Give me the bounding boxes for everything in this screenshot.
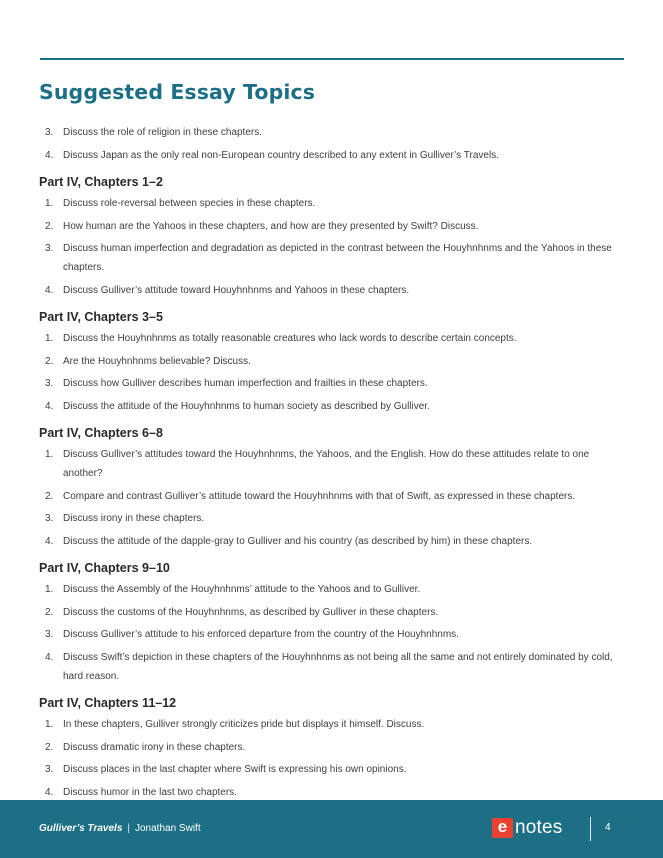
footer-author: Jonathan Swift: [135, 823, 201, 834]
item-number-cell: [39, 217, 63, 236]
footer-divider: [590, 817, 591, 841]
item-number-cell: [39, 445, 63, 483]
list-item: [39, 350, 629, 373]
item-text: Discuss the customs of the Houyhnhnms, as described by Gulliver in these chapters.: [63, 606, 439, 618]
item-number-cell: [39, 603, 63, 622]
list-item: [39, 121, 629, 144]
item-number: 3.: [45, 127, 54, 138]
item-text: Discuss places in the last chapter where Swift is expressing his own opinions.: [63, 764, 407, 775]
section-heading: Part IV, Chapters 11–12: [39, 696, 177, 710]
item-text: In these chapters, Gulliver strongly criticizes pride but displays it himself. Discuss.: [63, 719, 425, 730]
enotes-logo-word: notes: [515, 817, 563, 838]
footer-citation: [39, 823, 201, 834]
item-text: Compare and contrast Gulliver’s attitude toward the Houyhnhnms with that of Swift, as expressed in these chapters.: [63, 490, 576, 502]
item-number: 3.: [45, 243, 54, 254]
topic-list: [39, 327, 629, 417]
item-text: Discuss dramatic irony in these chapters.: [63, 741, 246, 753]
item-text: Discuss Gulliver’s attitude to his enforced departure from the country of the Houyhnhnms.: [63, 629, 459, 640]
item-number-cell: [39, 715, 63, 734]
item-number: 4.: [45, 786, 54, 798]
topic-list: [39, 713, 629, 803]
list-item: [39, 507, 629, 530]
list-item: [39, 601, 629, 624]
item-number-cell: [39, 580, 63, 599]
list-item: [39, 530, 629, 553]
item-number: 4.: [45, 535, 54, 547]
section-heading: Part IV, Chapters 3–5: [39, 310, 163, 324]
footer-book-title: Gulliver’s Travels: [39, 823, 123, 834]
item-number-cell: [39, 146, 63, 165]
item-text: Discuss the Assembly of the Houyhnhnms’ attitude to the Yahoos and to Gulliver.: [63, 584, 421, 595]
enotes-logo[interactable]: [492, 815, 562, 841]
item-number-cell: [39, 625, 63, 644]
item-text: Discuss role-reversal between species in these chapters.: [63, 198, 316, 209]
item-text: Discuss the Houyhnhnms as totally reasonable creatures who lack words to describe certain concepts.: [63, 333, 517, 344]
list-item: [39, 327, 629, 350]
item-number-cell: [39, 783, 63, 802]
item-number: 2.: [45, 741, 54, 753]
item-number-cell: [39, 397, 63, 416]
topic-section: [39, 307, 629, 417]
item-text: Discuss human imperfection and degradation as depicted in the contrast between the Houyhnhnms and the Yahoos in these chapters.: [63, 243, 612, 273]
list-item: [39, 443, 629, 485]
item-number-cell: [39, 239, 63, 277]
item-text: Discuss Gulliver’s attitudes toward the Houyhnhnms, the Yahoos, and the English. How do these attitudes relate to one another?: [63, 449, 590, 479]
section-heading: Part IV, Chapters 6–8: [39, 426, 163, 440]
item-number-cell: [39, 281, 63, 300]
section-heading: Part IV, Chapters 1–2: [39, 175, 163, 189]
list-item: [39, 237, 629, 279]
item-number: 1.: [45, 449, 54, 460]
list-item: [39, 713, 629, 736]
section-heading: Part IV, Chapters 9–10: [39, 561, 170, 575]
item-number: 4.: [45, 651, 54, 663]
list-item: [39, 372, 629, 395]
item-number: 3.: [45, 629, 54, 640]
list-item: [39, 215, 629, 238]
item-number-cell: [39, 329, 63, 348]
item-number: 4.: [45, 149, 54, 161]
list-item: [39, 485, 629, 508]
item-number: 1.: [45, 198, 54, 209]
topic-list: [39, 578, 629, 687]
item-text: Discuss Japan as the only real non-European country described to any extent in Gulliver’s Travels.: [63, 149, 499, 161]
item-number: 2.: [45, 606, 54, 618]
item-number-cell: [39, 352, 63, 371]
item-number: 3.: [45, 764, 54, 775]
item-text: Discuss the role of religion in these chapters.: [63, 127, 262, 138]
item-text: Discuss irony in these chapters.: [63, 513, 205, 524]
item-text: Discuss the attitude of the dapple-gray to Gulliver and his country (as described by him) in these chapters.: [63, 535, 533, 547]
item-text: Are the Houyhnhnms believable? Discuss.: [63, 355, 251, 367]
topic-section: [39, 423, 629, 552]
item-number-cell: [39, 123, 63, 142]
topic-section: [39, 172, 629, 301]
item-text: How human are the Yahoos in these chapters, and how are they presented by Swift? Discuss.: [63, 220, 479, 232]
footer-separator: |: [127, 823, 130, 834]
topic-list: [39, 443, 629, 552]
item-number: 4.: [45, 400, 54, 412]
item-number: 3.: [45, 378, 54, 389]
topic-list: [39, 192, 629, 301]
item-number-cell: [39, 487, 63, 506]
list-item: [39, 623, 629, 646]
item-number-cell: [39, 760, 63, 779]
topic-list: [39, 121, 629, 166]
item-number-cell: [39, 374, 63, 393]
item-number: 1.: [45, 719, 54, 730]
item-number: 4.: [45, 284, 54, 296]
item-number: 2.: [45, 355, 54, 367]
item-number-cell: [39, 509, 63, 528]
list-item: [39, 192, 629, 215]
list-item: [39, 279, 629, 302]
list-item: [39, 758, 629, 781]
item-number-cell: [39, 194, 63, 213]
list-item: [39, 395, 629, 418]
item-number: 3.: [45, 513, 54, 524]
item-number-cell: [39, 648, 63, 686]
enotes-logo-e-icon: e: [492, 818, 513, 838]
essay-topics-list: [39, 121, 629, 803]
header-rule: [40, 58, 624, 60]
item-number: 1.: [45, 333, 54, 344]
footer-bar: [0, 800, 663, 858]
item-text: Discuss Swift’s depiction in these chapters of the Houyhnhnms as not being all the same and not entirely dominated by cold, hard reason.: [63, 651, 613, 682]
item-number: 2.: [45, 220, 54, 232]
item-text: Discuss the attitude of the Houyhnhnms to human society as described by Gulliver.: [63, 400, 430, 412]
item-number: 1.: [45, 584, 54, 595]
topic-section: [39, 693, 629, 803]
item-number-cell: [39, 738, 63, 757]
page-number: 4: [605, 822, 611, 833]
list-item: [39, 144, 629, 167]
list-item: [39, 736, 629, 759]
item-number-cell: [39, 532, 63, 551]
item-text: Discuss Gulliver’s attitude toward Houyhnhnms and Yahoos in these chapters.: [63, 284, 410, 296]
topic-section: [39, 121, 629, 166]
item-text: Discuss how Gulliver describes human imperfection and frailties in these chapters.: [63, 378, 428, 389]
list-item: [39, 578, 629, 601]
item-text: Discuss humor in the last two chapters.: [63, 786, 237, 798]
list-item: [39, 646, 629, 688]
topic-section: [39, 558, 629, 687]
page-title: Suggested Essay Topics: [39, 80, 316, 104]
item-number: 2.: [45, 490, 54, 502]
